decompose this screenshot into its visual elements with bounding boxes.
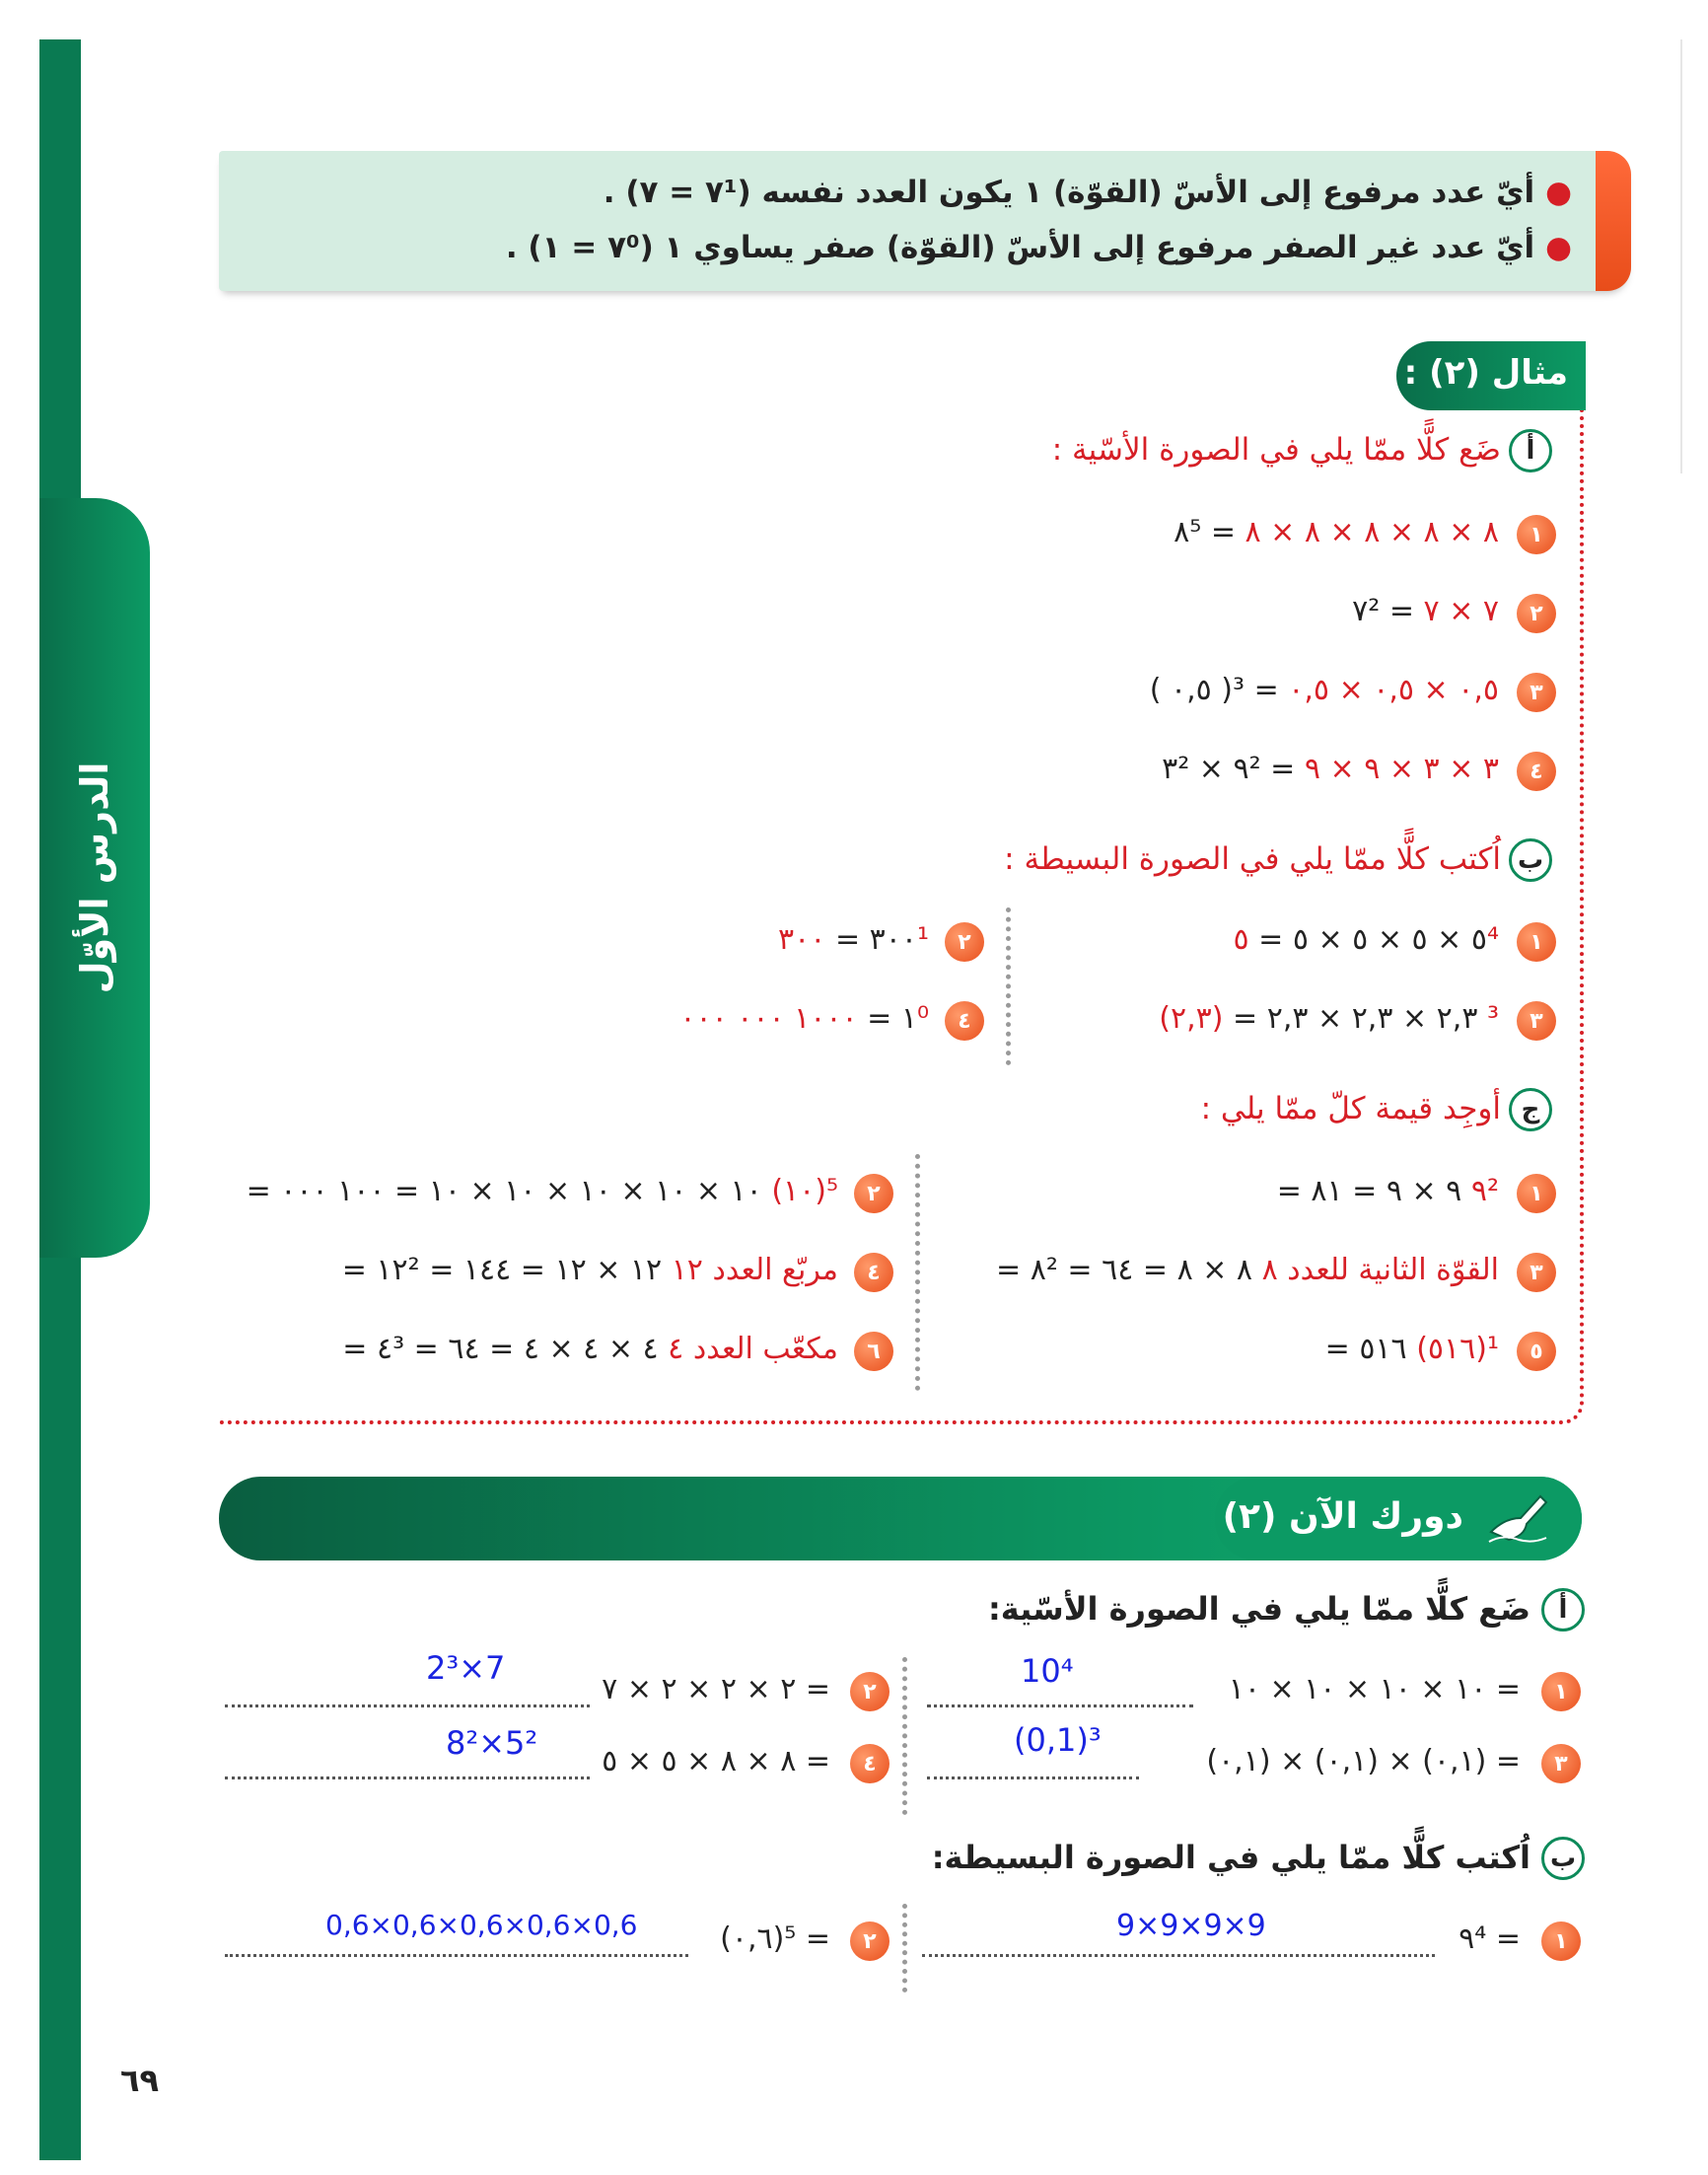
yt-a-item-4-handwriting: 8²×5² <box>446 1724 538 1762</box>
yt-a-item-3-number: ٣ <box>1541 1744 1581 1783</box>
yt-a-item-3-answer-line <box>927 1776 1139 1779</box>
writing-hand-icon <box>1485 1488 1552 1548</box>
part-c-divider <box>915 1154 920 1391</box>
c-item-3-number: ٣ <box>1517 1253 1556 1292</box>
yt-part-a-letter: أ <box>1541 1588 1585 1631</box>
b-item-2-number: ٢ <box>945 922 984 962</box>
b-item-1: ٥ × ٥ × ٥ × ٥ = ٥⁴ <box>1233 922 1499 957</box>
yt-b-item-2-answer-line <box>225 1954 688 1957</box>
b-item-2: ٣٠٠ = ٣٠٠¹ <box>778 922 929 957</box>
c-item-6-number: ٦ <box>854 1332 893 1371</box>
yt-a-item-2-expr: ٢ × ٢ × ٢ × ٧ = <box>602 1672 830 1706</box>
yt-a-item-3-handwriting: (0,1)³ <box>1014 1721 1102 1759</box>
b-item-4-number: ٤ <box>945 1001 984 1041</box>
c-item-3: القوّة الثانية للعدد ٨ = ٨² = ٨ × ٨ = ٦٤ <box>996 1253 1499 1287</box>
c-item-1: ٩² = ٩ × ٩ = ٨١ <box>1276 1174 1499 1208</box>
yt-part-a-divider <box>902 1657 907 1815</box>
yt-a-item-4-number: ٤ <box>850 1744 890 1783</box>
a-item-3-number: ٣ <box>1517 673 1556 712</box>
your-turn-title: دورك الآن (٢) <box>1222 1496 1463 1537</box>
rule-line-2: ● أيّ عدد غير الصفر مرفوع إلى الأسّ (القوّة) صفر يساوي ١ (٧⁰ = ١) . <box>505 230 1572 265</box>
margin-mark <box>1680 39 1682 473</box>
yt-a-item-1-number: ١ <box>1541 1672 1581 1711</box>
yt-part-a-instruction: ضَع كلًّا ممّا يلي في الصورة الأسّية: <box>987 1590 1530 1628</box>
rules-box <box>219 151 1631 291</box>
yt-b-item-2-handwriting: 0,6×0,6×0,6×0,6×0,6 <box>325 1909 638 1941</box>
b-item-3: ٢,٣ × ٢,٣ × ٢,٣ = (٢,٣) ³ <box>1159 1001 1499 1036</box>
c-item-6: مكعّب العدد ٤ = ٤³ = ٤ × ٤ × ٤ = ٦٤ <box>342 1332 838 1366</box>
yt-b-item-2-expr: (٠,٦)⁵ = <box>720 1921 830 1956</box>
yt-a-item-1-expr: ١٠ × ١٠ × ١٠ × ١٠ = <box>1228 1672 1521 1706</box>
example-header <box>1396 341 1586 410</box>
c-item-5: (٥١٦)¹ = ٥١٦ <box>1324 1332 1499 1366</box>
part-c-instruction: أوجِد قيمة كلّ ممّا يلي : <box>1200 1091 1501 1126</box>
your-turn-banner <box>219 1477 1582 1560</box>
b-item-4: ١ = ١٠٠٠ ٠٠٠ ٠٠٠⁰ <box>679 1001 929 1036</box>
yt-part-b-instruction: اُكتب كلًّا ممّا يلي في الصورة البسيطة: <box>931 1839 1530 1876</box>
yt-part-b-divider <box>902 1904 907 1993</box>
yt-b-item-1-handwriting: 9×9×9×9 <box>1116 1909 1266 1943</box>
a-item-1-number: ١ <box>1517 515 1556 554</box>
yt-a-item-4-expr: ٨ × ٨ × ٥ × ٥ = <box>602 1744 830 1778</box>
yt-a-item-1-answer-line <box>927 1704 1193 1707</box>
rule-line-1: ● أيّ عدد مرفوع إلى الأسّ (القوّة) ١ يكون العدد نفسه (٧¹ = ٧) . <box>603 175 1572 210</box>
yt-b-item-1-answer-line <box>922 1954 1435 1957</box>
yt-b-item-1-expr: ٩⁴ = <box>1459 1921 1521 1956</box>
c-item-1-number: ١ <box>1517 1174 1556 1213</box>
a-item-4-number: ٤ <box>1517 752 1556 791</box>
yt-a-item-2-number: ٢ <box>850 1672 890 1711</box>
lesson-tab <box>39 498 150 1258</box>
c-item-4: مربّع العدد ١٢ = ١٢² = ١٢ × ١٢ = ١٤٤ <box>341 1253 838 1287</box>
c-item-2-number: ٢ <box>854 1174 893 1213</box>
c-item-2: (١٠)⁵ = ١٠ × ١٠ × ١٠ × ١٠ × ١٠ = ١٠٠ ٠٠٠ <box>246 1174 838 1208</box>
yt-a-item-2-handwriting: 2³×7 <box>426 1649 506 1687</box>
part-a-instruction: ضَع كلًّا ممّا يلي في الصورة الأسّية : <box>1051 432 1501 468</box>
a-item-2: ٧² = ٧ × ٧ <box>1352 594 1499 628</box>
part-b-letter: ب <box>1509 838 1552 882</box>
example-title: مثال (٢) : <box>1403 353 1568 393</box>
yt-a-item-3-expr: (٠,١) × (٠,١) × (٠,١) = <box>1206 1744 1521 1778</box>
yt-part-b-letter: ب <box>1541 1837 1585 1880</box>
b-item-1-number: ١ <box>1517 922 1556 962</box>
a-item-4: ٣² × ٩² = ٣ × ٣ × ٩ × ٩ <box>1162 752 1499 786</box>
part-b-instruction: اُكتب كلًّا ممّا يلي في الصورة البسيطة : <box>1004 841 1501 877</box>
c-item-5-number: ٥ <box>1517 1332 1556 1371</box>
a-item-1: ٨⁵ = ٨ × ٨ × ٨ × ٨ × ٨ <box>1174 515 1499 549</box>
yt-a-item-4-answer-line <box>225 1776 590 1779</box>
part-a-letter: أ <box>1509 429 1552 472</box>
part-b-divider <box>1006 907 1011 1065</box>
c-item-4-number: ٤ <box>854 1253 893 1292</box>
yt-b-item-1-number: ١ <box>1541 1921 1581 1961</box>
yt-b-item-2-number: ٢ <box>850 1921 890 1961</box>
b-item-3-number: ٣ <box>1517 1001 1556 1041</box>
a-item-2-number: ٢ <box>1517 594 1556 633</box>
page-number: ٦٩ <box>120 2062 160 2099</box>
lesson-tab-label: الدرس الأوّل <box>73 761 116 994</box>
yt-a-item-2-answer-line <box>225 1704 590 1707</box>
a-item-3: ( ٠,٥ )³ = ٠,٥ × ٠,٥ × ٠,٥ <box>1149 673 1499 707</box>
yt-a-item-1-handwriting: 10⁴ <box>1021 1652 1074 1690</box>
part-c-letter: ج <box>1509 1088 1552 1131</box>
